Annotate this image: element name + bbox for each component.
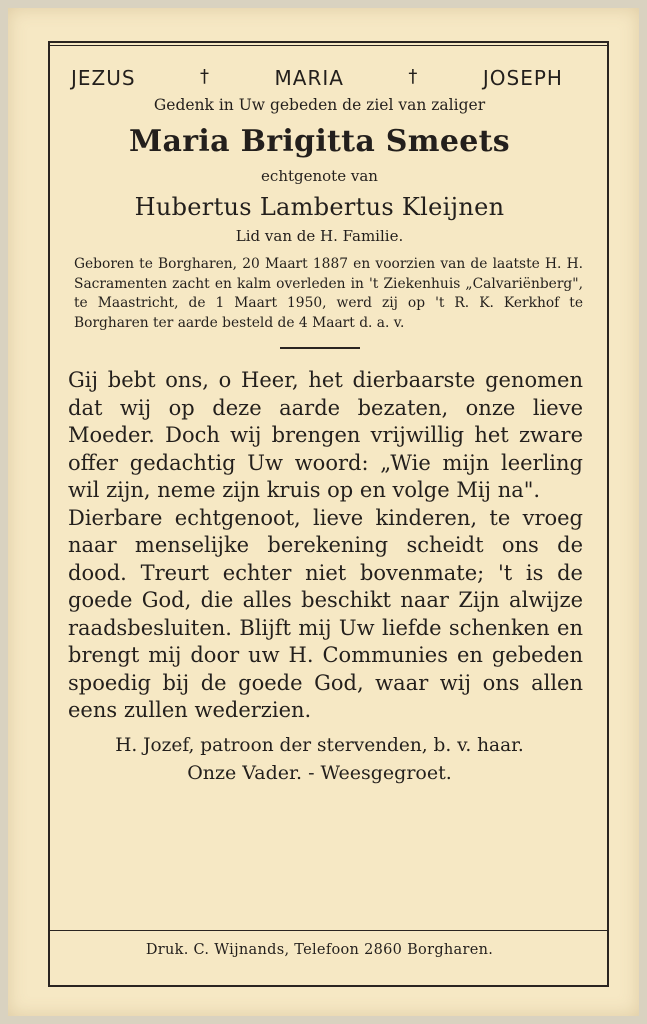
- printer-credit: Druk. C. Wijnands, Telefoon 2860 Borgharen.: [145, 942, 494, 958]
- card-content: [56, 46, 583, 784]
- closing-prayers: Onze Vader. - Weesgegroet.: [187, 761, 452, 784]
- heading-jezus: JEZUS: [71, 66, 136, 90]
- intro-line: Gedenk in Uw gebeden de ziel van zaliger: [153, 96, 486, 114]
- heading-maria: MARIA: [274, 66, 344, 90]
- prayer-text: [68, 367, 583, 725]
- spouse-of-label: echtgenote van: [261, 167, 378, 185]
- deceased-name: Maria Brigitta Smeets: [129, 124, 510, 159]
- closing-line: H. Jozef, patroon der stervenden, b. v. haar.: [115, 734, 524, 756]
- cross-icon: †: [408, 66, 419, 87]
- footer-rule: [48, 930, 609, 931]
- biography-text: Geboren te Borgharen, 20 Maart 1887 en voorzien van de laatste H. H. Sacramenten zacht en kalm overleden in 't Ziekenhuis „Calvariënberg", te Maastricht, de 1 Maart 1950, werd zij op 't R. K. Kerkhof te Borgharen ter aarde besteld de 4 Maart d. a. v.: [74, 256, 583, 331]
- bottom-rule: [48, 985, 609, 987]
- heading-joseph: JOSEPH: [482, 66, 563, 90]
- top-rule: [48, 41, 609, 43]
- prayer-paragraph: Dierbare echtgenoot, lieve kinderen, te vroeg naar menselijke berekening scheidt ons de dood. Treurt echter niet bovenmate; 't is de goede God, die alles beschikt naar Zijn alwijze raadsbesluiten. Blijft mij Uw liefde schenken en brengt mij door uw H. Communies en gebeden spoedig bij de goede God, waar wij ons allen eens zullen wederzien.: [68, 505, 583, 722]
- spouse-name: Hubertus Lambertus Kleijnen: [134, 193, 505, 221]
- cross-icon: †: [200, 66, 211, 87]
- section-divider: [280, 347, 360, 349]
- prayer-paragraph: Gij bebt ons, o Heer, het dierbaarste genomen dat wij op deze aarde bezaten, onze lieve Moeder. Doch wij brengen vrijwillig het zware offer gedachtig Uw woord: „Wie mijn leerling wil zijn, neme zijn kruis op en volge Mij na".: [68, 368, 583, 502]
- membership-line: Lid van de H. Familie.: [235, 227, 404, 245]
- holy-family-heading: [56, 46, 583, 90]
